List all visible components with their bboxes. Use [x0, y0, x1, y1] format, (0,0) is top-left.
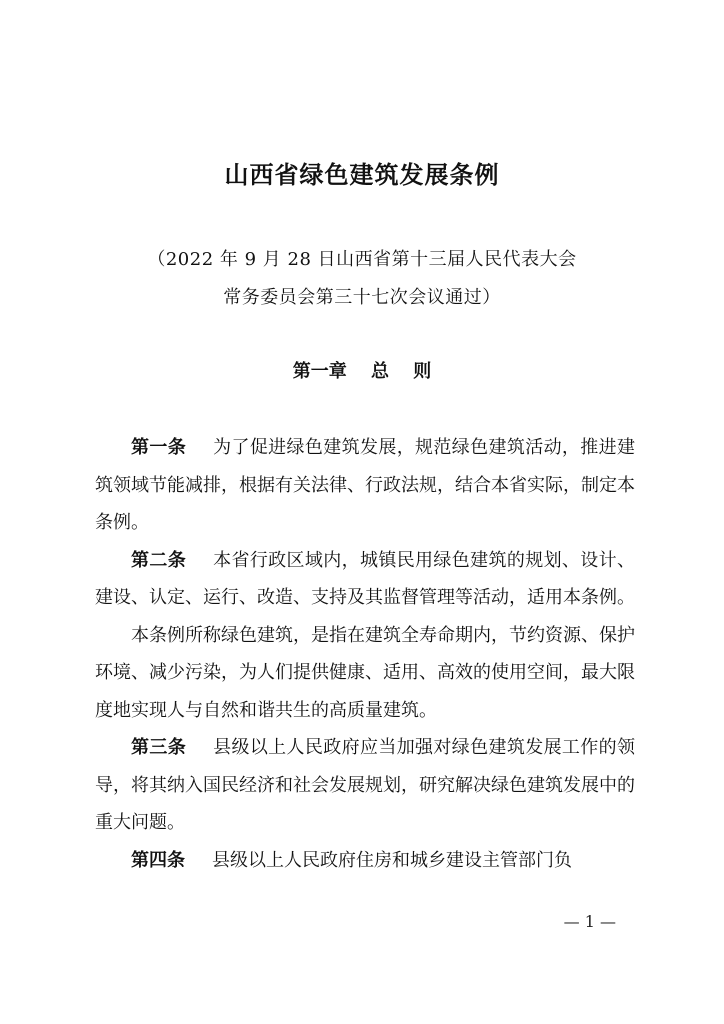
page-number: — 1 — [563, 912, 616, 931]
subtitle-line-2: 常务委员会第三十七次会议通过） [223, 287, 501, 308]
article-3-paragraph [95, 729, 635, 842]
article-text: 县级以上人民政府应当加强对绿色建筑发展工作的领导，将其纳入国民经济和社会发展规划，研究解决绿色建筑发展中的重大问题。 [95, 737, 636, 833]
article-text: 本条例所称绿色建筑，是指在建筑全寿命期内，节约资源、保护环境、减少污染，为人们提供健康、适用、高效的使用空间，最大限度地实现人与自然和谐共生的高质量建筑。 [95, 624, 635, 721]
document-body [95, 429, 635, 879]
document-title: 山西省绿色建筑发展条例 [224, 161, 500, 189]
article-label: 第四条 [131, 849, 185, 871]
article-label: 第一条 [131, 437, 187, 458]
article-text: 为了促进绿色建筑发展，规范绿色建筑活动，推进建筑领域节能减排，根据有关法律、行政法规，结合本省实际，制定本条例。 [95, 437, 636, 533]
article-text: 本省行政区域内，城镇民用绿色建筑的规划、设计、建设、认定、运行、改造、支持及其监督管理等活动，适用本条例。 [95, 549, 636, 608]
article-2-paragraph [95, 542, 635, 617]
article-label: 第二条 [131, 549, 187, 571]
article-label: 第三条 [131, 737, 187, 758]
article-2-continuation-paragraph [95, 617, 635, 730]
article-text: 县级以上人民政府住房和城乡建设主管部门负 [212, 849, 572, 871]
article-1-paragraph [95, 429, 635, 542]
chapter-heading: 第一章 总 则 [292, 361, 432, 382]
subtitle-line-1: （2022 年 9 月 28 日山西省第十三届人民代表大会 [147, 249, 577, 270]
article-4-paragraph [95, 842, 635, 880]
